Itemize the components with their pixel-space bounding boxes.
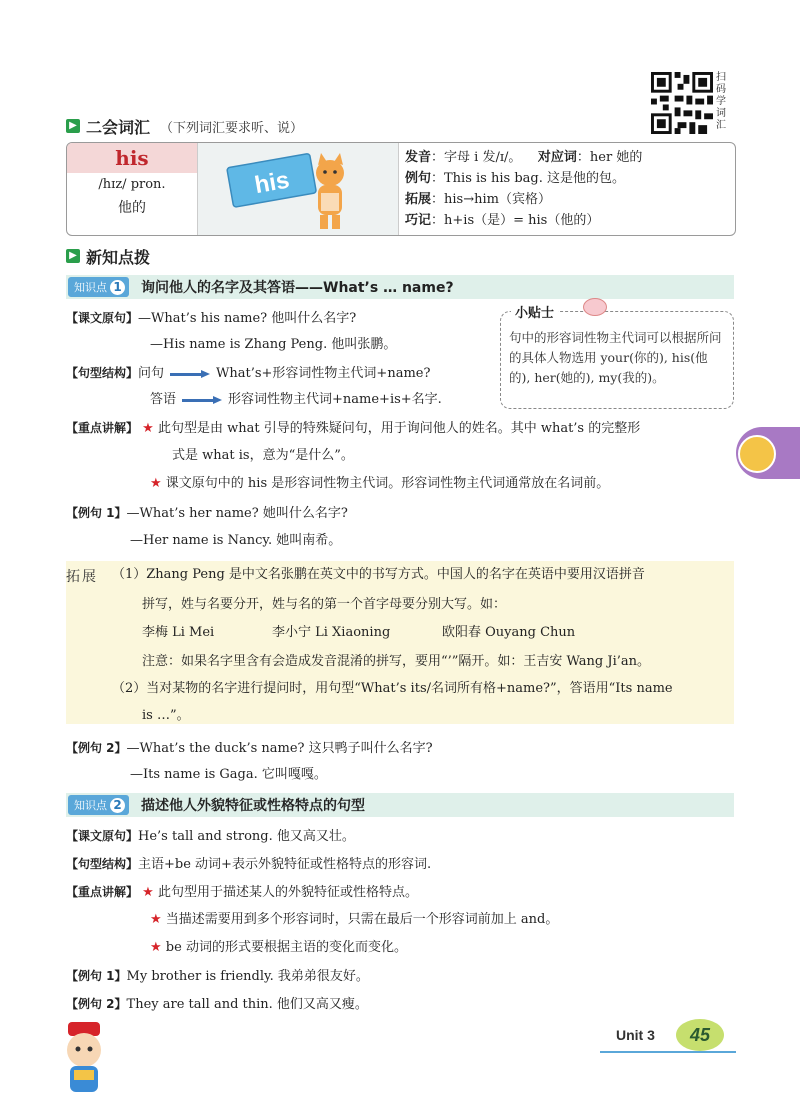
arrow-right-icon <box>170 370 210 378</box>
star-icon: ★ <box>150 476 162 491</box>
vocab-line-pronounce: 发音：字母 i 发/ɪ/。 对应词：her 她的 <box>405 150 643 165</box>
cat-holding-sign-icon <box>198 143 398 235</box>
mascot-icon <box>56 1020 112 1100</box>
k1-example-1-line-2: —Her name is Nancy. 她叫南希。 <box>130 533 342 548</box>
footer-line <box>600 1051 736 1053</box>
vocab-line-mnemonic: 巧记：h+is（是）= his（他的） <box>405 213 600 228</box>
section-arrow-icon: ▶ <box>66 119 80 133</box>
page-number: 45 <box>676 1019 724 1051</box>
vocab-illustration <box>198 143 398 235</box>
arrow-right-icon <box>182 396 222 404</box>
k1-example-2-line-1: 【例句 2】—What’s the duck’s name? 这只鸭子叫什么名字? <box>66 741 433 756</box>
tip-text: 句中的形容词性物主代词可以根据所问的具体人物选用 your(你的), his(他的), her(她的), my(我的)。 <box>509 330 722 385</box>
new-section-header <box>66 244 150 268</box>
vocab-pronunciation: /hɪz/ pron. <box>98 177 166 192</box>
k2-key-2: ★ 当描述需要用到多个形容词时，只需在最后一个形容词前加上 and。 <box>150 912 559 927</box>
vocab-section-title: 二会词汇 <box>86 117 151 137</box>
extend-name-3: 欧阳春 Ouyang Chun <box>442 625 576 640</box>
extend-2a: （2）当对某物的名字进行提问时，用句型“What’s its/名词所有格+name?”，答语用“Its name <box>112 681 673 696</box>
knowledge-point-2-bar <box>66 793 734 817</box>
tiger-face-icon <box>738 435 776 473</box>
extend-name-2: 李小宁 Li Xiaoning <box>272 625 391 640</box>
vocab-section-subtitle: （下列词汇要求听、说） <box>160 120 304 136</box>
vocab-divider-2 <box>398 143 399 235</box>
extend-1c: 注意：如果名字里含有会造成发音混淆的拼写，要用“’”隔开。如：王吉安 Wang Ji’an。 <box>142 654 650 669</box>
knowledge-point-1-bar <box>66 275 734 299</box>
k1-key-1b: 式是 what is，意为“是什么”。 <box>172 448 354 463</box>
k1-text-line-1: 【课文原句】—What’s his name? 他叫什么名字? <box>66 311 357 326</box>
sign-word: his <box>252 166 292 200</box>
star-icon: ★ <box>142 885 154 900</box>
k2-example-2: 【例句 2】They are tall and thin. 他们又高又瘦。 <box>66 997 368 1012</box>
extend-1b: 拼写，姓与名要分开，姓与名的第一个首字母要分别大写。如： <box>142 597 507 612</box>
k1-structure-answer: 答语 形容词性物主代词+name+is+名字. <box>150 392 442 407</box>
k2-key-3: ★ be 动词的形式要根据主语的变化而变化。 <box>150 940 407 955</box>
knowledge-point-2-title: 描述他人外貌特征或性格特点的句型 <box>141 798 365 814</box>
k1-key-1a: 【重点讲解】 ★ 此句型是由 what 引导的特殊疑问句，用于询问他人的姓名。其中 what’s 的完整形 <box>66 421 641 436</box>
knowledge-badge: 知识点 1 <box>68 277 129 297</box>
tip-box <box>500 306 734 409</box>
extend-box <box>66 561 734 724</box>
vocab-section-header <box>66 114 303 138</box>
k2-text-line: 【课文原句】He’s tall and strong. 他又高又壮。 <box>66 829 355 844</box>
extend-tag: 拓展 <box>66 569 98 585</box>
k2-structure-line: 【句型结构】主语+be 动词+表示外貌特征或性格特点的形容词. <box>66 857 432 872</box>
vocab-line-example: 例句：This is his bag. 这是他的包。 <box>405 171 625 186</box>
vocab-line-extend: 拓展：his→him（宾格） <box>405 192 551 207</box>
extend-2b: is …”。 <box>142 708 190 723</box>
vocab-details <box>405 147 642 231</box>
star-icon: ★ <box>142 421 154 436</box>
k2-example-1: 【例句 1】My brother is friendly. 我弟弟很友好。 <box>66 969 369 984</box>
qr-code-icon <box>651 72 713 134</box>
unit-label: Unit 3 <box>616 1027 655 1043</box>
extend-1a: （1）Zhang Peng 是中文名张鹏在英文中的书写方式。中国人的名字在英语中要用汉语拼音 <box>112 567 645 582</box>
k1-key-2: ★ 课文原句中的 his 是形容词性物主代词。形容词性物主代词通常放在名词前。 <box>150 476 610 491</box>
star-icon: ★ <box>150 912 162 927</box>
vocab-word: his <box>67 143 197 173</box>
pig-icon <box>583 298 607 316</box>
qr-side-text: 扫码学词汇 <box>716 72 726 131</box>
tip-title: 小贴士 <box>511 302 558 321</box>
k1-text-line-2: —His name is Zhang Peng. 他叫张鹏。 <box>150 337 397 352</box>
section-arrow-icon: ▶ <box>66 249 80 263</box>
extend-name-1: 李梅 Li Mei <box>142 625 215 640</box>
knowledge-point-1-title: 询问他人的名字及其答语——What’s … name? <box>141 280 454 296</box>
star-icon: ★ <box>150 940 162 955</box>
new-section-title: 新知点拨 <box>86 247 151 267</box>
k1-structure-question: 【句型结构】问句 What’s+形容词性物主代词+name? <box>66 366 431 381</box>
knowledge-badge: 知识点 2 <box>68 795 129 815</box>
k1-example-2-line-2: —Its name is Gaga. 它叫嘎嘎。 <box>130 767 327 782</box>
vocab-meaning: 他的 <box>118 200 146 216</box>
k1-example-1-line-1: 【例句 1】—What’s her name? 她叫什么名字? <box>66 506 348 521</box>
k2-key-1: 【重点讲解】 ★ 此句型用于描述某人的外貌特征或性格特点。 <box>66 885 418 900</box>
vocab-card <box>66 142 736 236</box>
